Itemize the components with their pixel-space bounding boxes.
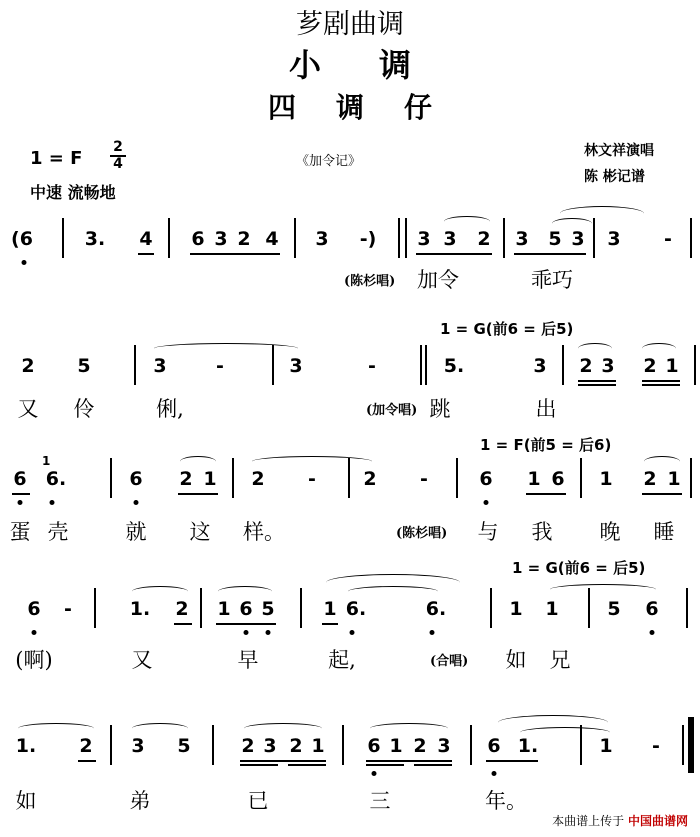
barline [690,458,692,498]
note: 1. [15,735,37,757]
beam [78,760,96,762]
note: 4 [139,228,153,250]
credit-notator: 陈 彬记谱 [584,169,645,185]
modulation-marking: 1 = F(前5 = 后6) [480,436,612,454]
note: 3 [153,355,167,377]
site-name[interactable]: 中国曲谱网 [627,814,688,828]
credit-singer: 林文祥演唱 [584,143,654,159]
octave-dot [50,500,55,505]
beam [578,380,616,382]
barline [682,725,684,765]
score-system-3 [0,454,700,544]
lyric: 如 [15,789,37,813]
lyric: 弟 [129,789,151,813]
barline [110,458,112,498]
note: - [368,355,376,377]
note: 6 [645,598,659,620]
note: 2 [579,355,593,377]
note: 6 [27,598,41,620]
barline [300,588,302,628]
barline [168,218,170,258]
lyric: (啊) [15,648,53,672]
barline [580,458,582,498]
octave-dot [430,630,435,635]
beam [190,253,280,255]
score-system-5 [0,725,700,813]
barline [694,345,696,385]
note: 1 [667,468,681,490]
beam [486,760,538,762]
vocal-cue: (合唱) [430,654,469,669]
note: 1. [129,598,151,620]
slur [244,723,322,734]
beam [138,253,154,255]
note: - [216,355,224,377]
note: 6 [551,468,565,490]
note: 6 [13,468,27,490]
note: 3 [437,735,451,757]
note: 3 [607,228,621,250]
vocal-cue: (陈杉唱) [396,526,448,541]
beam [416,253,492,255]
tune-name: 《加令记》 [296,154,362,169]
barline [62,218,64,258]
note: 3 [533,355,547,377]
lyric: 壳 [47,520,69,544]
barline [490,588,492,628]
barline [134,345,136,385]
time-numerator: 2 [110,140,126,157]
beam [288,764,326,766]
lyric: 跳 [429,397,451,421]
note: 3 [131,735,145,757]
barline [420,345,422,385]
slur [560,206,644,221]
beam [366,760,452,762]
note: 1. [517,735,539,757]
slur [180,456,216,467]
slur [444,216,490,227]
octave-dot [492,771,497,776]
song-title: 小调 [288,46,469,84]
beam [174,623,192,625]
octave-dot [134,500,139,505]
beam [366,764,404,766]
note: 3 [417,228,431,250]
lyric: 兄 [549,648,571,672]
lyric: 早 [237,648,259,672]
tempo-marking: 中速 流畅地 [30,183,116,202]
slur [520,727,610,738]
lyric: 俐, [156,397,184,421]
barline [232,458,234,498]
modulation-marking: 1 = G(前6 = 后5) [440,320,574,338]
octave-dot [350,630,355,635]
barline [503,218,505,258]
note: 3 [443,228,457,250]
note: 5 [261,598,275,620]
octave-dot [18,500,23,505]
score-system-4 [0,588,700,672]
note: 1 [217,598,231,620]
barline [200,588,202,628]
note: 2 [241,735,255,757]
slur [578,343,612,354]
lyric: 伶 [73,397,95,421]
note: 1 [389,735,403,757]
time-signature [110,140,126,171]
octave-dot [266,630,271,635]
note: 5 [548,228,562,250]
slur [642,343,676,354]
note: 2 [289,735,303,757]
note: 2 [179,468,193,490]
lyric: 就 [125,520,147,544]
lyric: 我 [531,520,553,544]
song-subtitle: 四调仔 [267,91,472,124]
note: -) [359,228,377,250]
note: 5 [607,598,621,620]
slur [370,723,448,734]
note: 3. [84,228,106,250]
slur [218,586,272,597]
barline [562,345,564,385]
final-barline [688,717,694,773]
note: - [664,228,672,250]
note: 5 [177,735,191,757]
note: - [308,468,316,490]
note: 3 [315,228,329,250]
note: 1 [665,355,679,377]
barline [212,725,214,765]
note: 1 [509,598,523,620]
lyric: 这 [189,520,211,544]
slur [18,723,94,734]
barline [470,725,472,765]
lyric: 如 [505,648,527,672]
barline [593,218,595,258]
beam [322,623,338,625]
barline [405,218,407,258]
note: 3 [515,228,529,250]
note: 5. [443,355,465,377]
barline [342,725,344,765]
lyric: 起, [328,648,356,672]
slur [252,456,372,467]
slur [154,343,298,354]
note: 5 [77,355,91,377]
note: 1 [527,468,541,490]
lyric: 样。 [243,520,285,544]
barline [425,345,427,385]
lyric: 又 [131,648,153,672]
note: 1 [599,468,613,490]
note: (6 [11,228,33,250]
barline [294,218,296,258]
lyric: 睡 [653,520,675,544]
note: 1 [311,735,325,757]
note: - [420,468,428,490]
note: 3 [601,355,615,377]
vocal-cue: (加令唱) [366,403,418,418]
note: 1 [203,468,217,490]
note: 3 [289,355,303,377]
beam [526,493,566,495]
barline [110,725,112,765]
note: 6 [129,468,143,490]
octave-dot [484,500,489,505]
beam [178,493,218,495]
note: 2 [175,598,189,620]
barline [686,588,688,628]
lyric: 加令 [417,268,459,292]
barline [690,218,692,258]
barline [456,458,458,498]
note: 2 [363,468,377,490]
note: 1 [545,598,559,620]
note: 2 [237,228,251,250]
barline [94,588,96,628]
beam [642,380,680,382]
octave-dot [650,630,655,635]
note: 6. [425,598,447,620]
note: 2 [79,735,93,757]
beam [240,760,326,762]
time-denominator: 4 [113,156,123,172]
octave-dot [372,771,377,776]
note: 3 [263,735,277,757]
note: 6 [239,598,253,620]
note: 1 [323,598,337,620]
note: 6 [191,228,205,250]
note: 3 [571,228,585,250]
beam [642,384,680,386]
note: - [652,735,660,757]
note: 2 [477,228,491,250]
beam [216,623,276,625]
note: 2 [21,355,35,377]
lyric: 出 [535,397,557,421]
note: 6. [345,598,367,620]
score-system-1 [0,218,700,298]
beam [240,764,278,766]
note: 2 [413,735,427,757]
upload-credit [552,812,688,829]
lyric: 年。 [485,789,527,813]
beam [414,764,452,766]
slur [550,584,656,595]
genre-heading: 芗剧曲调 [296,9,404,40]
octave-dot [22,260,27,265]
note: 4 [265,228,279,250]
note: 6 [367,735,381,757]
note: 6 [487,735,501,757]
slur [132,586,188,597]
lyric: 乖巧 [531,268,573,292]
note: 1 [599,735,613,757]
note: 6. [45,468,67,490]
lyric: 三 [369,789,391,813]
octave-dot [244,630,249,635]
slur [348,586,438,597]
lyric: 与 [477,520,499,544]
upload-credit-prefix: 本曲谱上传于 [552,814,625,828]
lyric: 蛋 [9,520,31,544]
octave-dot [32,630,37,635]
modulation-marking: 1 = G(前6 = 后5) [512,559,646,577]
note: 3 [214,228,228,250]
slur [132,723,188,734]
note: 2 [643,468,657,490]
score-system-2 [0,345,700,425]
lyric: 已 [247,789,269,813]
note: - [64,598,72,620]
grace-note: 1 [42,454,51,468]
beam [514,253,586,255]
note: 6 [479,468,493,490]
note: 2 [251,468,265,490]
lyric: 晚 [599,520,621,544]
vocal-cue: (陈杉唱) [344,274,396,289]
barline [398,218,400,258]
key-signature: 1 = F [30,148,83,169]
beam [642,493,682,495]
slur [644,456,680,467]
beam [12,493,30,495]
lyric: 又 [17,397,39,421]
note: 2 [643,355,657,377]
beam [578,384,616,386]
